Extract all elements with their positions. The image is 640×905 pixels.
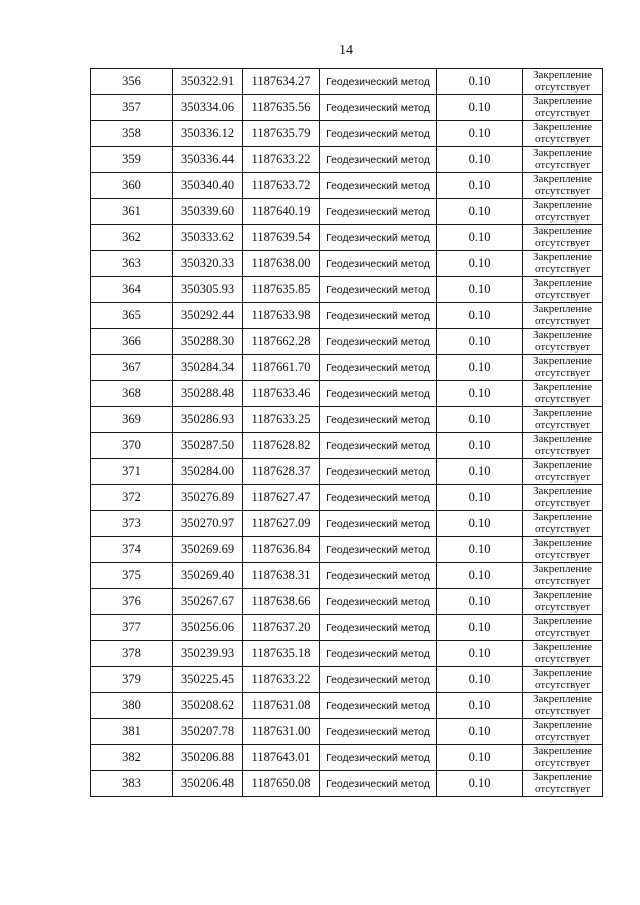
point-number-cell: 376 xyxy=(91,589,173,615)
fixing-cell: Закрепление отсутствует xyxy=(523,251,603,277)
method-cell: Геодезический метод xyxy=(320,329,437,355)
point-number-cell: 382 xyxy=(91,745,173,771)
fixing-cell: Закрепление отсутствует xyxy=(523,537,603,563)
x-coordinate-cell: 350339.60 xyxy=(173,199,243,225)
fixing-cell: Закрепление отсутствует xyxy=(523,667,603,693)
table-row xyxy=(91,537,603,563)
y-coordinate-cell: 1187633.46 xyxy=(243,381,320,407)
accuracy-cell: 0.10 xyxy=(437,355,523,381)
x-coordinate-cell: 350288.48 xyxy=(173,381,243,407)
x-coordinate-cell: 350270.97 xyxy=(173,511,243,537)
accuracy-cell: 0.10 xyxy=(437,69,523,95)
method-cell: Геодезический метод xyxy=(320,303,437,329)
fixing-cell: Закрепление отсутствует xyxy=(523,615,603,641)
method-cell: Геодезический метод xyxy=(320,121,437,147)
method-cell: Геодезический метод xyxy=(320,615,437,641)
x-coordinate-cell: 350207.78 xyxy=(173,719,243,745)
y-coordinate-cell: 1187650.08 xyxy=(243,771,320,797)
fixing-cell: Закрепление отсутствует xyxy=(523,719,603,745)
x-coordinate-cell: 350334.06 xyxy=(173,95,243,121)
page-number: 14 xyxy=(339,43,353,58)
method-cell: Геодезический метод xyxy=(320,355,437,381)
method-cell: Геодезический метод xyxy=(320,173,437,199)
method-cell: Геодезический метод xyxy=(320,251,437,277)
accuracy-cell: 0.10 xyxy=(437,667,523,693)
x-coordinate-cell: 350336.12 xyxy=(173,121,243,147)
x-coordinate-cell: 350276.89 xyxy=(173,485,243,511)
accuracy-cell: 0.10 xyxy=(437,745,523,771)
point-number-cell: 374 xyxy=(91,537,173,563)
y-coordinate-cell: 1187638.00 xyxy=(243,251,320,277)
fixing-cell: Закрепление отсутствует xyxy=(523,121,603,147)
x-coordinate-cell: 350287.50 xyxy=(173,433,243,459)
point-number-cell: 365 xyxy=(91,303,173,329)
method-cell: Геодезический метод xyxy=(320,693,437,719)
fixing-cell: Закрепление отсутствует xyxy=(523,485,603,511)
fixing-cell: Закрепление отсутствует xyxy=(523,459,603,485)
method-cell: Геодезический метод xyxy=(320,407,437,433)
method-cell: Геодезический метод xyxy=(320,225,437,251)
x-coordinate-cell: 350267.67 xyxy=(173,589,243,615)
table-row xyxy=(91,745,603,771)
point-number-cell: 368 xyxy=(91,381,173,407)
x-coordinate-cell: 350208.62 xyxy=(173,693,243,719)
point-number-cell: 367 xyxy=(91,355,173,381)
point-number-cell: 371 xyxy=(91,459,173,485)
point-number-cell: 356 xyxy=(91,69,173,95)
point-number-cell: 370 xyxy=(91,433,173,459)
x-coordinate-cell: 350340.40 xyxy=(173,173,243,199)
y-coordinate-cell: 1187633.22 xyxy=(243,147,320,173)
method-cell: Геодезический метод xyxy=(320,563,437,589)
fixing-cell: Закрепление отсутствует xyxy=(523,407,603,433)
point-number-cell: 380 xyxy=(91,693,173,719)
point-number-cell: 383 xyxy=(91,771,173,797)
x-coordinate-cell: 350292.44 xyxy=(173,303,243,329)
fixing-cell: Закрепление отсутствует xyxy=(523,745,603,771)
point-number-cell: 363 xyxy=(91,251,173,277)
x-coordinate-cell: 350206.88 xyxy=(173,745,243,771)
accuracy-cell: 0.10 xyxy=(437,95,523,121)
table-row xyxy=(91,303,603,329)
point-number-cell: 378 xyxy=(91,641,173,667)
accuracy-cell: 0.10 xyxy=(437,225,523,251)
table-row xyxy=(91,69,603,95)
point-number-cell: 364 xyxy=(91,277,173,303)
accuracy-cell: 0.10 xyxy=(437,303,523,329)
table-row xyxy=(91,173,603,199)
coordinates-table xyxy=(90,68,603,797)
table-row xyxy=(91,667,603,693)
fixing-cell: Закрепление отсутствует xyxy=(523,329,603,355)
point-number-cell: 362 xyxy=(91,225,173,251)
accuracy-cell: 0.10 xyxy=(437,719,523,745)
fixing-cell: Закрепление отсутствует xyxy=(523,381,603,407)
table-row xyxy=(91,121,603,147)
table-row xyxy=(91,615,603,641)
accuracy-cell: 0.10 xyxy=(437,511,523,537)
y-coordinate-cell: 1187633.22 xyxy=(243,667,320,693)
y-coordinate-cell: 1187661.70 xyxy=(243,355,320,381)
x-coordinate-cell: 350269.69 xyxy=(173,537,243,563)
accuracy-cell: 0.10 xyxy=(437,121,523,147)
x-coordinate-cell: 350286.93 xyxy=(173,407,243,433)
fixing-cell: Закрепление отсутствует xyxy=(523,589,603,615)
fixing-cell: Закрепление отсутствует xyxy=(523,303,603,329)
method-cell: Геодезический метод xyxy=(320,147,437,173)
table-row xyxy=(91,563,603,589)
fixing-cell: Закрепление отсутствует xyxy=(523,173,603,199)
point-number-cell: 361 xyxy=(91,199,173,225)
x-coordinate-cell: 350320.33 xyxy=(173,251,243,277)
table-row xyxy=(91,95,603,121)
y-coordinate-cell: 1187634.27 xyxy=(243,69,320,95)
method-cell: Геодезический метод xyxy=(320,485,437,511)
table-row xyxy=(91,641,603,667)
x-coordinate-cell: 350206.48 xyxy=(173,771,243,797)
y-coordinate-cell: 1187635.79 xyxy=(243,121,320,147)
method-cell: Геодезический метод xyxy=(320,667,437,693)
method-cell: Геодезический метод xyxy=(320,277,437,303)
accuracy-cell: 0.10 xyxy=(437,407,523,433)
method-cell: Геодезический метод xyxy=(320,199,437,225)
accuracy-cell: 0.10 xyxy=(437,615,523,641)
point-number-cell: 375 xyxy=(91,563,173,589)
method-cell: Геодезический метод xyxy=(320,433,437,459)
fixing-cell: Закрепление отсутствует xyxy=(523,693,603,719)
y-coordinate-cell: 1187628.82 xyxy=(243,433,320,459)
fixing-cell: Закрепление отсутствует xyxy=(523,355,603,381)
point-number-cell: 359 xyxy=(91,147,173,173)
accuracy-cell: 0.10 xyxy=(437,277,523,303)
point-number-cell: 377 xyxy=(91,615,173,641)
y-coordinate-cell: 1187640.19 xyxy=(243,199,320,225)
point-number-cell: 358 xyxy=(91,121,173,147)
y-coordinate-cell: 1187627.47 xyxy=(243,485,320,511)
y-coordinate-cell: 1187635.18 xyxy=(243,641,320,667)
method-cell: Геодезический метод xyxy=(320,95,437,121)
table-row xyxy=(91,459,603,485)
fixing-cell: Закрепление отсутствует xyxy=(523,511,603,537)
y-coordinate-cell: 1187628.37 xyxy=(243,459,320,485)
accuracy-cell: 0.10 xyxy=(437,147,523,173)
table-row xyxy=(91,589,603,615)
point-number-cell: 372 xyxy=(91,485,173,511)
accuracy-cell: 0.10 xyxy=(437,173,523,199)
x-coordinate-cell: 350336.44 xyxy=(173,147,243,173)
method-cell: Геодезический метод xyxy=(320,69,437,95)
accuracy-cell: 0.10 xyxy=(437,771,523,797)
y-coordinate-cell: 1187633.25 xyxy=(243,407,320,433)
y-coordinate-cell: 1187639.54 xyxy=(243,225,320,251)
table-row xyxy=(91,147,603,173)
method-cell: Геодезический метод xyxy=(320,719,437,745)
method-cell: Геодезический метод xyxy=(320,589,437,615)
accuracy-cell: 0.10 xyxy=(437,589,523,615)
point-number-cell: 369 xyxy=(91,407,173,433)
accuracy-cell: 0.10 xyxy=(437,485,523,511)
table-row xyxy=(91,225,603,251)
accuracy-cell: 0.10 xyxy=(437,199,523,225)
y-coordinate-cell: 1187635.85 xyxy=(243,277,320,303)
method-cell: Геодезический метод xyxy=(320,511,437,537)
fixing-cell: Закрепление отсутствует xyxy=(523,147,603,173)
accuracy-cell: 0.10 xyxy=(437,537,523,563)
fixing-cell: Закрепление отсутствует xyxy=(523,563,603,589)
accuracy-cell: 0.10 xyxy=(437,433,523,459)
accuracy-cell: 0.10 xyxy=(437,459,523,485)
x-coordinate-cell: 350288.30 xyxy=(173,329,243,355)
table-body xyxy=(91,69,603,797)
y-coordinate-cell: 1187631.00 xyxy=(243,719,320,745)
table-row xyxy=(91,199,603,225)
x-coordinate-cell: 350322.91 xyxy=(173,69,243,95)
fixing-cell: Закрепление отсутствует xyxy=(523,225,603,251)
fixing-cell: Закрепление отсутствует xyxy=(523,641,603,667)
method-cell: Геодезический метод xyxy=(320,745,437,771)
method-cell: Геодезический метод xyxy=(320,771,437,797)
point-number-cell: 379 xyxy=(91,667,173,693)
accuracy-cell: 0.10 xyxy=(437,381,523,407)
table-row xyxy=(91,251,603,277)
accuracy-cell: 0.10 xyxy=(437,693,523,719)
table-row xyxy=(91,381,603,407)
y-coordinate-cell: 1187627.09 xyxy=(243,511,320,537)
point-number-cell: 381 xyxy=(91,719,173,745)
y-coordinate-cell: 1187636.84 xyxy=(243,537,320,563)
point-number-cell: 366 xyxy=(91,329,173,355)
table-row xyxy=(91,693,603,719)
x-coordinate-cell: 350284.00 xyxy=(173,459,243,485)
method-cell: Геодезический метод xyxy=(320,537,437,563)
y-coordinate-cell: 1187631.08 xyxy=(243,693,320,719)
y-coordinate-cell: 1187638.66 xyxy=(243,589,320,615)
table-row xyxy=(91,719,603,745)
table-row xyxy=(91,511,603,537)
method-cell: Геодезический метод xyxy=(320,459,437,485)
accuracy-cell: 0.10 xyxy=(437,563,523,589)
table-row xyxy=(91,485,603,511)
table-row xyxy=(91,329,603,355)
table-row xyxy=(91,771,603,797)
method-cell: Геодезический метод xyxy=(320,641,437,667)
y-coordinate-cell: 1187662.28 xyxy=(243,329,320,355)
point-number-cell: 357 xyxy=(91,95,173,121)
y-coordinate-cell: 1187633.98 xyxy=(243,303,320,329)
fixing-cell: Закрепление отсутствует xyxy=(523,199,603,225)
fixing-cell: Закрепление отсутствует xyxy=(523,433,603,459)
x-coordinate-cell: 350225.45 xyxy=(173,667,243,693)
fixing-cell: Закрепление отсутствует xyxy=(523,771,603,797)
fixing-cell: Закрепление отсутствует xyxy=(523,277,603,303)
x-coordinate-cell: 350333.62 xyxy=(173,225,243,251)
x-coordinate-cell: 350256.06 xyxy=(173,615,243,641)
table-row xyxy=(91,433,603,459)
x-coordinate-cell: 350305.93 xyxy=(173,277,243,303)
point-number-cell: 360 xyxy=(91,173,173,199)
method-cell: Геодезический метод xyxy=(320,381,437,407)
table-row xyxy=(91,277,603,303)
x-coordinate-cell: 350239.93 xyxy=(173,641,243,667)
fixing-cell: Закрепление отсутствует xyxy=(523,95,603,121)
y-coordinate-cell: 1187643.01 xyxy=(243,745,320,771)
y-coordinate-cell: 1187637.20 xyxy=(243,615,320,641)
y-coordinate-cell: 1187635.56 xyxy=(243,95,320,121)
x-coordinate-cell: 350284.34 xyxy=(173,355,243,381)
x-coordinate-cell: 350269.40 xyxy=(173,563,243,589)
point-number-cell: 373 xyxy=(91,511,173,537)
accuracy-cell: 0.10 xyxy=(437,329,523,355)
table-row xyxy=(91,407,603,433)
fixing-cell: Закрепление отсутствует xyxy=(523,69,603,95)
accuracy-cell: 0.10 xyxy=(437,251,523,277)
accuracy-cell: 0.10 xyxy=(437,641,523,667)
y-coordinate-cell: 1187638.31 xyxy=(243,563,320,589)
table-row xyxy=(91,355,603,381)
y-coordinate-cell: 1187633.72 xyxy=(243,173,320,199)
